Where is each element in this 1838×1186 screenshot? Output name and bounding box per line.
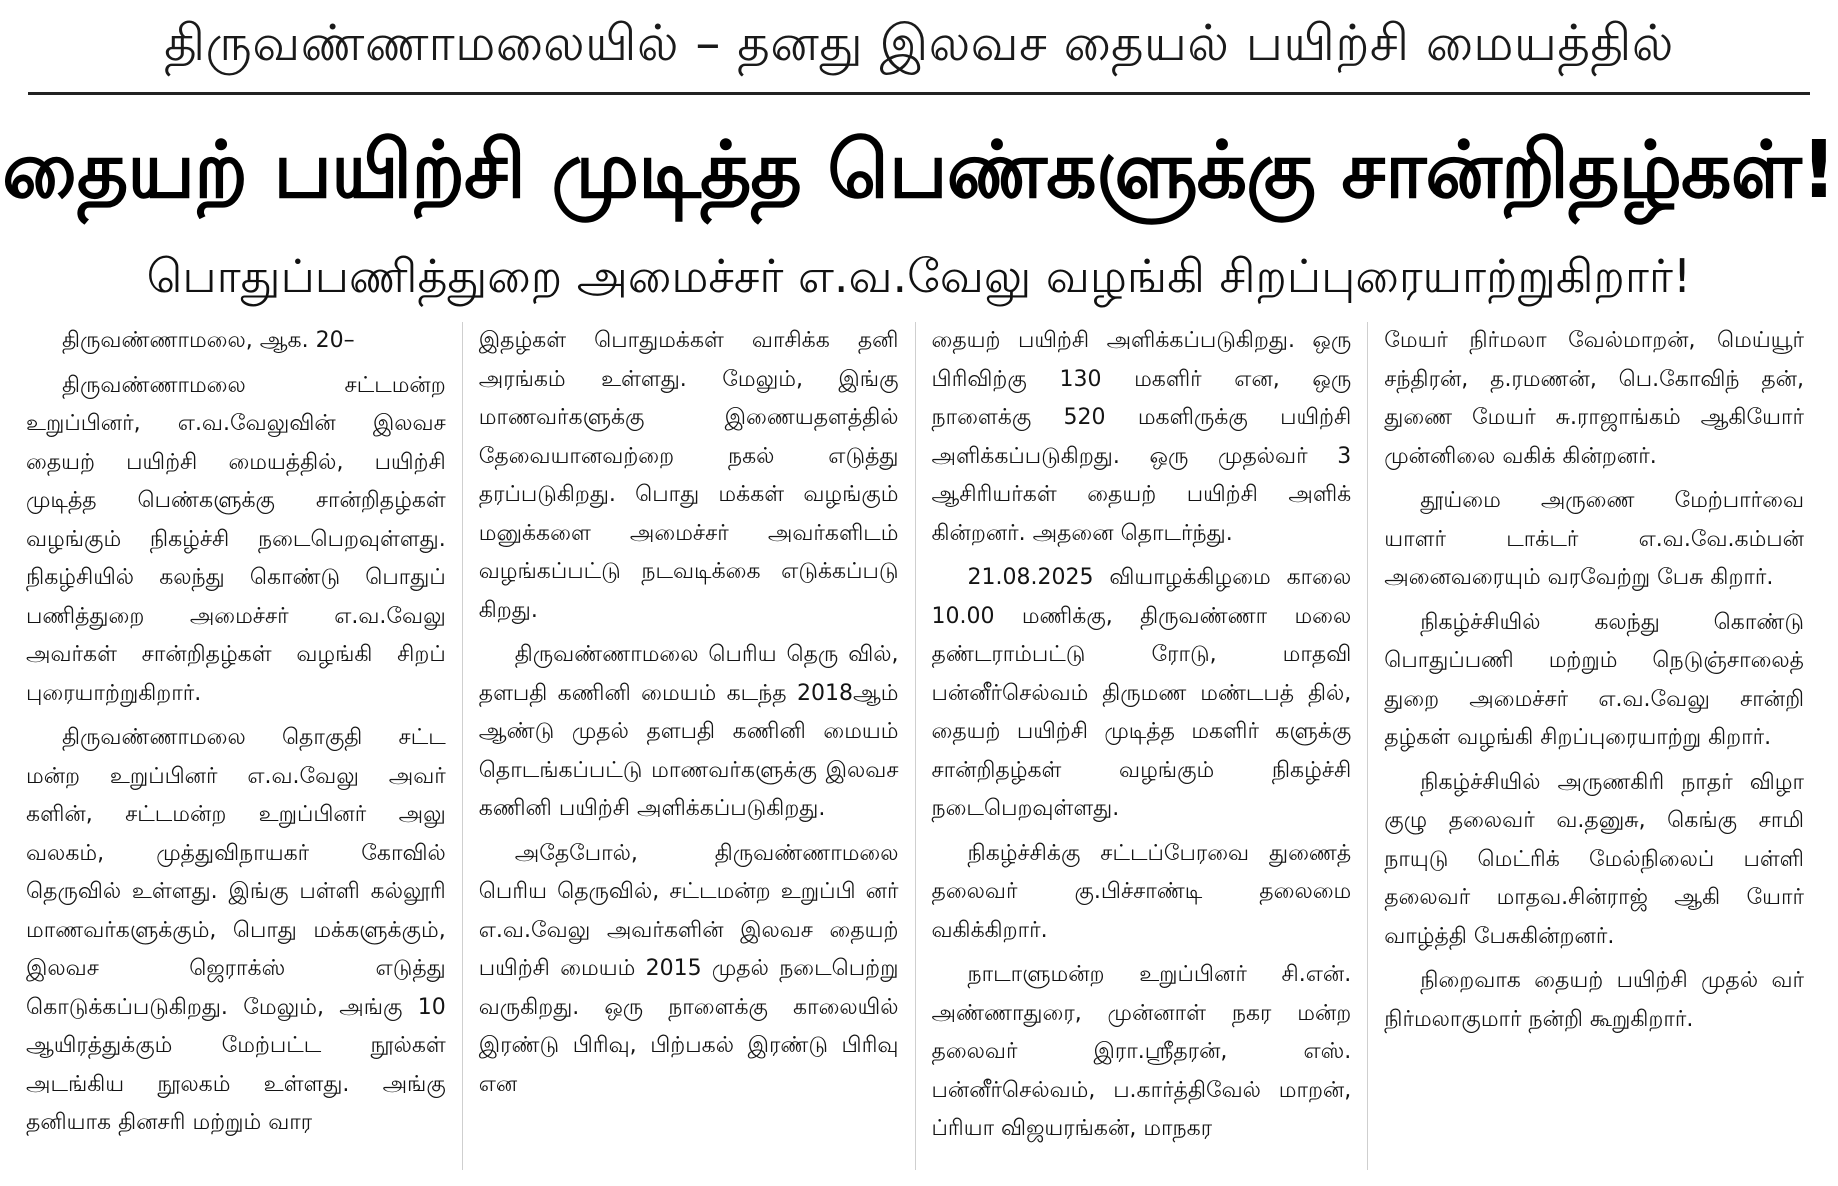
article-body	[22, 322, 1820, 1170]
body-paragraph: இதழ்கள் பொதுமக்கள் வாசிக்க தனி அரங்கம் உள்ளது. மேலும், இங்கு மாணவர்களுக்கு இணையதளத்தில் தேவையானவற்றை நகல் எடுத்து தரப்படுகிறது. பொது மக்கள் வழங்கும் மனுக்களை அமைச்சர் அவர்களிடம் வழங்கப்பட்டு நடவடிக்கை எடுக்கப்படு கிறது.	[478, 328, 899, 623]
body-paragraph: நிறைவாக தையற் பயிற்சி முதல் வர் நிர்மலாகுமார் நன்றி கூறுகிறார்.	[1384, 968, 1804, 1032]
body-paragraph: திருவண்ணாமலை பெரிய தெரு வில், தளபதி கணினி மையம் கடந்த 2018ஆம் ஆண்டு முதல் தளபதி கணினி மையம் தொடங்கப்பட்டு மாணவர்களுக்கு இலவச கணினி பயிற்சி அளிக்கப்படுகிறது.	[478, 642, 899, 821]
main-headline: தையற் பயிற்சி முடித்த பெண்களுக்கு சான்றிதழ்கள்!	[2, 123, 1836, 216]
body-paragraph: தூய்மை அருணை மேற்பார்வை யாளர் டாக்டர் எ.வ.வே.கம்பன் அனைவரையும் வரவேற்று பேசு கிறார்.	[1384, 488, 1804, 590]
body-paragraph: நிகழ்ச்சியில் அருணகிரி நாதர் விழா குழு தலைவர் வ.தனுசு, கெங்கு சாமி நாயுடு மெட்ரிக் மேல்நிலைப் பள்ளி தலைவர் மாதவ.சின்ராஜ் ஆகி யோர் வாழ்த்தி பேசுகின்றனர்.	[1384, 769, 1804, 949]
body-paragraph: தையற் பயிற்சி அளிக்கப்படுகிறது. ஒரு பிரிவிற்கு 130 மகளிர் என, ஒரு நாளைக்கு 520 மகளிருக்கு பயிற்சி அளிக்கப்படுகிறது. ஒரு முதல்வர் 3 ஆசிரியர்கள் தையற் பயிற்சி அளிக் கின்றனர். அதனை தொடர்ந்து.	[931, 328, 1352, 546]
article-column-1	[22, 322, 462, 1170]
body-paragraph: நாடாளுமன்ற உறுப்பினர் சி.என். அண்ணாதுரை, முன்னாள் நகர மன்ற தலைவர் இரா.ஸ்ரீதரன், எஸ். பன்னீர்செல்வம், ப.கார்த்திவேல் மாறன், ப்ரியா விஜயரங்கன், மாநகர	[931, 962, 1352, 1141]
body-paragraph: மேயர் நிர்மலா வேல்மாறன், மெய்யூர் சந்திரன், த.ரமணன், பெ.கோவிந் தன், துணை மேயர் சு.ராஜாங்கம் ஆகியோர் முன்னிலை வகிக் கின்றனர்.	[1384, 328, 1804, 469]
dateline-paragraph: திருவண்ணாமலை, ஆக. 20–	[62, 328, 355, 353]
article-column-4	[1367, 322, 1820, 1170]
body-paragraph: திருவண்ணாமலை சட்டமன்ற உறுப்பினர், எ.வ.வேலுவின் இலவச தையற் பயிற்சி மையத்தில், பயிற்சி முடித்த பெண்களுக்கு சான்றிதழ்கள் வழங்கும் நிகழ்ச்சி நடைபெறவுள்ளது. நிகழ்சியில் கலந்து கொண்டு பொதுப் பணித்துறை அமைச்சர் எ.வ.வேலு அவர்கள் சான்றிதழ்கள் வழங்கி சிறப் புரையாற்றுகிறார்.	[26, 372, 446, 706]
kicker-headline: திருவண்ணாமலையில் – தனது இலவச தையல் பயிற்சி மையத்தில்	[164, 13, 1674, 72]
kicker-divider	[28, 92, 1810, 95]
body-paragraph: நிகழ்ச்சிக்கு சட்டப்பேரவை துணைத் தலைவர் கு.பிச்சாண்டி தலைமை வகிக்கிறார்.	[931, 840, 1352, 943]
article-column-3	[915, 322, 1368, 1170]
sub-headline: பொதுப்பணித்துறை அமைச்சர் எ.வ.வேலு வழங்கி சிறப்புரையாற்றுகிறார்!	[146, 248, 1692, 303]
article-column-2	[462, 322, 915, 1170]
body-paragraph: 21.08.2025 வியாழக்கிழமை காலை 10.00 மணிக்கு, திருவண்ணா மலை தண்டராம்பட்டு ரோடு, மாதவி பன்னீர்செல்வம் திருமண மண்டபத் தில், தையற் பயிற்சி முடித்த மகளிர் களுக்கு சான்றிதழ்கள் வழங்கும் நிகழ்ச்சி நடைபெறவுள்ளது.	[931, 565, 1352, 821]
body-paragraph: அதேபோல், திருவண்ணாமலை பெரிய தெருவில், சட்டமன்ற உறுப்பி னர் எ.வ.வேலு அவர்களின் இலவச தையற் பயிற்சி மையம் 2015 முதல் நடைபெற்று வருகிறது. ஒரு நாளைக்கு காலையில் இரண்டு பிரிவு, பிற்பகல் இரண்டு பிரிவு என	[478, 840, 899, 1097]
body-paragraph: நிகழ்ச்சியில் கலந்து கொண்டு பொதுப்பணி மற்றும் நெடுஞ்சாலைத் துறை அமைச்சர் எ.வ.வேலு சான்றி தழ்கள் வழங்கி சிறப்புரையாற்று கிறார்.	[1384, 609, 1804, 750]
body-paragraph: திருவண்ணாமலை தொகுதி சட்ட மன்ற உறுப்பினர் எ.வ.வேலு அவர் களின், சட்டமன்ற உறுப்பினர் அலு வலகம், முத்துவிநாயகர் கோவில் தெருவில் உள்ளது. இங்கு பள்ளி கல்லூரி மாணவர்களுக்கும், பொது மக்களுக்கும், இலவச ஜெராக்ஸ் எடுத்து கொடுக்கப்படுகிறது. மேலும், அங்கு 10 ஆயிரத்துக்கும் மேற்பட்ட நூல்கள் அடங்கிய நூலகம் உள்ளது. அங்கு தனியாக தினசரி மற்றும் வார	[26, 725, 446, 1135]
